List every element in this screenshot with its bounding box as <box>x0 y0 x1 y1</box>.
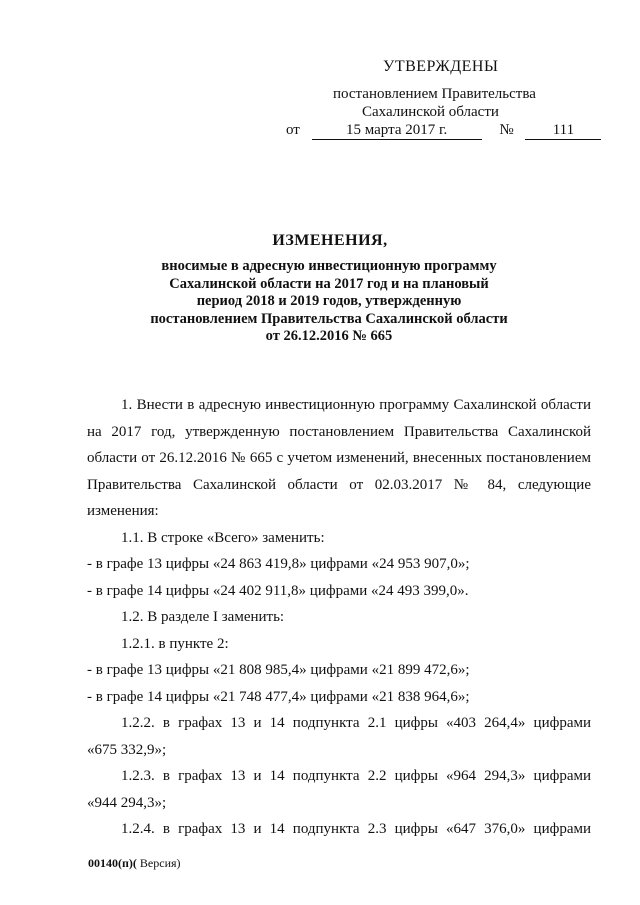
paragraph-1-2-1: 1.2.1. в пункте 2: <box>121 635 229 652</box>
document-body <box>87 392 591 843</box>
heading-sub-line: период 2018 и 2019 годов, утвержденную <box>196 293 462 309</box>
paragraph-1-2-2-cont: «675 332,9»; <box>87 741 167 758</box>
paragraph-1-1: 1.1. В строке «Всего» заменить: <box>121 529 325 546</box>
approval-date: 15 марта 2017 г. <box>312 122 482 140</box>
number-sign: № <box>499 122 514 138</box>
paragraph-1-2-4: 1.2.4. в графах 13 и 14 подпункта 2.3 цифры «647 376,0» цифрами <box>121 821 591 837</box>
footer-version-code <box>88 856 181 871</box>
heading-sub-line: от 26.12.2016 № 665 <box>265 328 393 344</box>
date-prefix: от <box>286 122 300 138</box>
paragraph-1-2-1-a: - в графе 13 цифры «21 808 985,4» цифрами «21 899 472,6»; <box>87 662 470 678</box>
heading-title: ИЗМЕНЕНИЯ, <box>272 232 388 249</box>
approval-line-1: постановлением Правительства <box>333 86 536 102</box>
paragraph-1-2-2: 1.2.2. в графах 13 и 14 подпункта 2.1 цифры «403 264,4» цифрами <box>121 715 591 731</box>
paragraph-1-1-b: - в графе 14 цифры «24 402 911,8» цифрами «24 493 399,0». <box>87 582 469 599</box>
paragraph-1-1-a: - в графе 13 цифры «24 863 419,8» цифрами «24 953 907,0»; <box>87 556 470 572</box>
paragraph-1-2-3: 1.2.3. в графах 13 и 14 подпункта 2.2 цифры «964 294,3» цифрами <box>121 768 591 784</box>
approval-number: 111 <box>525 122 601 140</box>
footer-code: 00140(п)( <box>88 856 137 870</box>
footer-version: Версия) <box>136 856 181 870</box>
heading-sub-line: постановлением Правительства Сахалинской области <box>150 310 508 327</box>
approval-date-row <box>286 122 601 140</box>
approval-line-2: Сахалинской области <box>362 104 499 120</box>
paragraph-1: 1. Внести в адресную инвестиционную программу Сахалинской области на 2017 год, утвержденную постановлением Правительства Сахалинской области от 26.12.2016 № 665 с учетом изменений, внесенных постановлением Правительства Сахалинской области от 02.03.2017 № 84, следующие изменения: <box>87 397 591 519</box>
document-heading <box>0 232 640 346</box>
paragraph-1-2: 1.2. В разделе I заменить: <box>121 609 285 625</box>
heading-subtitle <box>18 258 640 346</box>
paragraph-1-2-1-b: - в графе 14 цифры «21 748 477,4» цифрами «21 838 964,6»; <box>87 688 470 705</box>
approval-title: УТВЕРЖДЕНЫ <box>383 58 499 75</box>
paragraph-1-2-3-cont: «944 294,3»; <box>87 794 167 811</box>
heading-sub-line: Сахалинской области на 2017 год и на плановый <box>169 275 489 292</box>
heading-sub-line: вносимые в адресную инвестиционную программу <box>161 258 497 274</box>
